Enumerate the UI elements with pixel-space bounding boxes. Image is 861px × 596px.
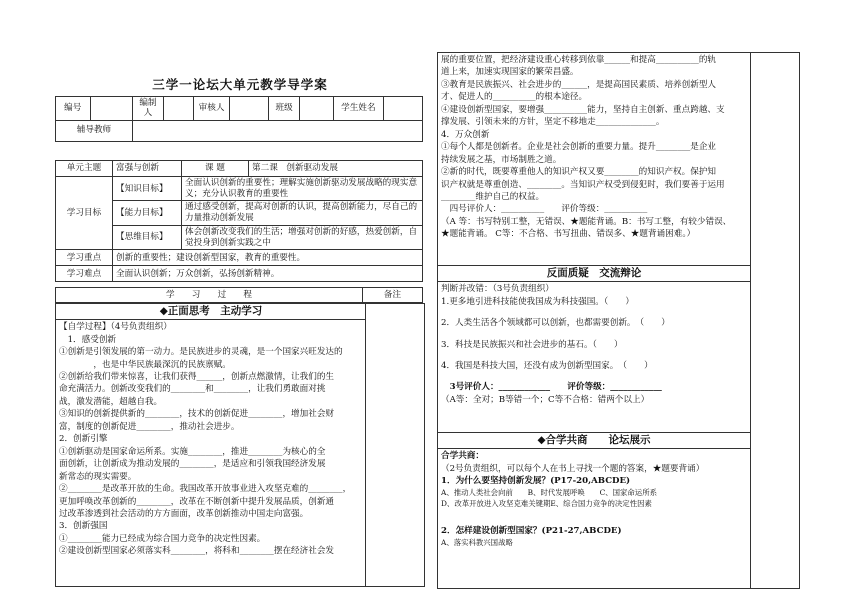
text-line: 更加呼唤改革创新的________，改革在不断创新中提升发展品质，创新通 [59,496,335,507]
right-study-block [437,52,751,589]
text-line: 命充满活力。创新改变我们的________和________，让我们勇敢面对挑 [59,384,326,395]
text-line: 1．为什么要坚持创新发展？(P17-20,ABCDE) [441,476,631,487]
text-line: D、改革开放进入攻坚克难关键期E、综合国力竞争的决定性因素 [441,498,652,508]
header-table [55,96,423,142]
left-study-block [55,303,366,587]
text-line: （2号负责组织，可以每个人在书上寻找一个题的答案，★题要背诵） [441,463,705,474]
text-line [441,308,747,317]
text-line: 撑发展、引领未来的方针，坚定不移地走______________。 [441,117,665,128]
text-line: 战，激发潜能，超越自我。 [59,396,163,407]
text-line: 2．人类生活各个领域都可以创新，也都需要创新。 （ ） [441,318,670,329]
text-line: ________维护自己的权益。 [441,191,545,202]
text-line: 3号评价人：____________ 评价等级：____________ [441,382,662,393]
section-heading: 反面质疑 交流辩论 [438,265,750,282]
text-line: ②新的时代，既要尊重他人的知识产权又要________的知识产权。保护知 [441,167,717,178]
no-label: 编号 [56,97,91,121]
text-line: （A等：全对；B等错一个；C等不合格：错两个以上） [441,394,650,405]
author-label: 编制人 [132,97,163,121]
section-heading: ◆合学共商 论坛展示 [438,432,750,449]
text-line: ③教育是民族振兴、社会进步的______，是提高国民素质、培养创新型人 [441,79,717,90]
text-line: 2．怎样建设创新型国家？(P21-27,ABCDE) [441,526,622,537]
unit-value: 富强与创新 [113,161,182,177]
student-label: 学生姓名 [333,97,383,121]
note-label: 备注 [363,288,423,303]
unit-table [55,160,423,282]
tutor-field[interactable] [132,120,422,141]
text-line: 识产权就是尊重创造、________。当知识产权受到侵犯时，我们要善于运用 [441,179,725,190]
lesson-value: 第二课 创新驱动发展 [249,161,423,177]
text-line: 过改革渗透到社会活动的方方面面，改革创新推动中国走向富强。 [59,509,309,520]
self-study-content [56,320,366,559]
text-line: ，也是中华民族最深沉的民族禀赋。 [59,359,231,370]
right-notes-column[interactable] [749,52,800,589]
text-line [441,509,747,519]
text-line: 2．创新引擎 [59,434,108,445]
goal-text: 全面认识创新的重要性；理解实施创新驱动发展战略的现实意义；充分认识教育的重要性 [182,177,423,201]
goals-label: 学习目标 [56,177,113,250]
continued-content [438,53,750,265]
text-line: 面创新，让创新成为推动发展的________，是适应和引领我国经济发展 [59,459,326,470]
key-value: 创新的重要性；建设创新型国家，教育的重要性。 [113,250,423,266]
text-line: ④建设创新型国家，要增强__________能力，坚持自主创新、重点跨越、支 [441,104,725,115]
class-field[interactable] [300,97,334,121]
text-line: （A 等：书写特别工整，无错误、★题能背诵。B：书写工整，有较少错误、 [441,216,732,227]
text-line: A、推动人类社会向前 B、时代发展呼唤 C、国家命运所系 [441,487,657,497]
text-line: 富，制度的创新促进________，推动社会进步。 [59,421,240,432]
text-line: ①每个人都是创新者。企业是社会创新的重要力量。提升________是企业 [441,142,717,153]
text-line: 展的重要位置，把经济建设重心转移到依靠______和提高__________的轨 [441,55,717,65]
no-field[interactable] [90,97,132,121]
process-label: 学 习 过 程 [56,288,363,303]
text-line: 1.更多地引进科技能使我国成为科技强国。（ ） [441,296,634,307]
reviewer-label: 审核人 [193,97,229,121]
process-header [55,287,423,303]
text-line: A、落实科教兴国战略 [441,537,513,547]
text-line [441,330,747,339]
text-line: ①创新是引领发展的第一动力。是民族进步的灵魂，是一个国家兴旺发达的 [59,347,343,358]
judge-content [438,282,750,432]
reviewer-field[interactable] [230,97,269,121]
text-line: 1．感受创新 [59,334,117,345]
text-line: 3．科技是民族振兴和社会进步的基石。（ ） [441,339,623,350]
goal-text: 体会创新改变我们的生活；增强对创新的好感，热爱创新，自觉投身到创新实践之中 [182,225,423,249]
text-line: 4．万众创新 [441,129,490,140]
key-label: 学习重点 [56,250,113,266]
left-notes-column[interactable] [365,303,425,587]
student-field[interactable] [384,97,423,121]
text-line: 持续发展之基，市场制胜之道。 [441,154,562,165]
goal-tag: 【思维目标】 [113,225,182,249]
diff-label: 学习难点 [56,266,113,282]
section-heading: ◆正面思考 主动学习 [56,304,366,320]
text-line: ①创新驱动是国家命运所系。实施________，推进________为核心的全 [59,446,326,457]
goal-text: 通过感受创新，提高对创新的认识，提高创新能力，尽自己的力量推动创新发展 [182,201,423,225]
unit-label: 单元主题 [56,161,113,177]
text-line: ②建设创新型国家必须落实科________，将科和________摆在经济社会发 [59,546,335,557]
text-line: 新常态的现实需要。 [59,471,137,482]
text-line: ②创新给我们带来惊喜，让我们获得______，创新点燃激情，让我们的生 [59,372,335,383]
text-line: 3．创新强国 [59,521,108,532]
tutor-label: 辅导教师 [56,120,133,141]
class-label: 班级 [269,97,300,121]
text-line: 4．我国是科技大国，还没有成为创新型国家。 （ ） [441,361,653,372]
text-line [441,351,747,360]
page-title: 三学一论坛大单元教学导学案 [152,77,328,92]
text-line: ③知识的创新提供新的________，技术的创新促进________，增加社会财 [59,409,335,420]
diff-value: 全面认识创新；万众创新，弘扬创新精神。 [113,266,423,282]
text-line: 道上来，加速实现国家的繁荣昌盛。 [441,67,579,78]
coop-content [438,449,750,549]
text-line: ②________是改革开放的生命。我国改革开放事业进入攻坚克难的________， [59,484,352,495]
text-line: ①________能力已经成为综合国力竞争的决定性因素。 [59,533,266,544]
text-line: 【自学过程】（4号负责组织） [59,322,172,333]
author-field[interactable] [163,97,193,121]
text-line: 四号评价人：__________ 评价等级：__________ [441,204,648,215]
text-line: ★题能背诵。 C等：不合格、书写扭曲、错误多、★题背诵困难。） [441,229,696,240]
text-line [441,372,747,381]
goal-tag: 【知识目标】 [113,177,182,201]
lesson-label: 课 题 [182,161,249,177]
goal-tag: 【能力目标】 [113,201,182,225]
text-line: 才、促进人的__________的根本途径。 [441,92,588,103]
text-line: 合学共商： [441,451,484,462]
text-line: 判断并改错：（3号负责组织） [441,284,554,295]
